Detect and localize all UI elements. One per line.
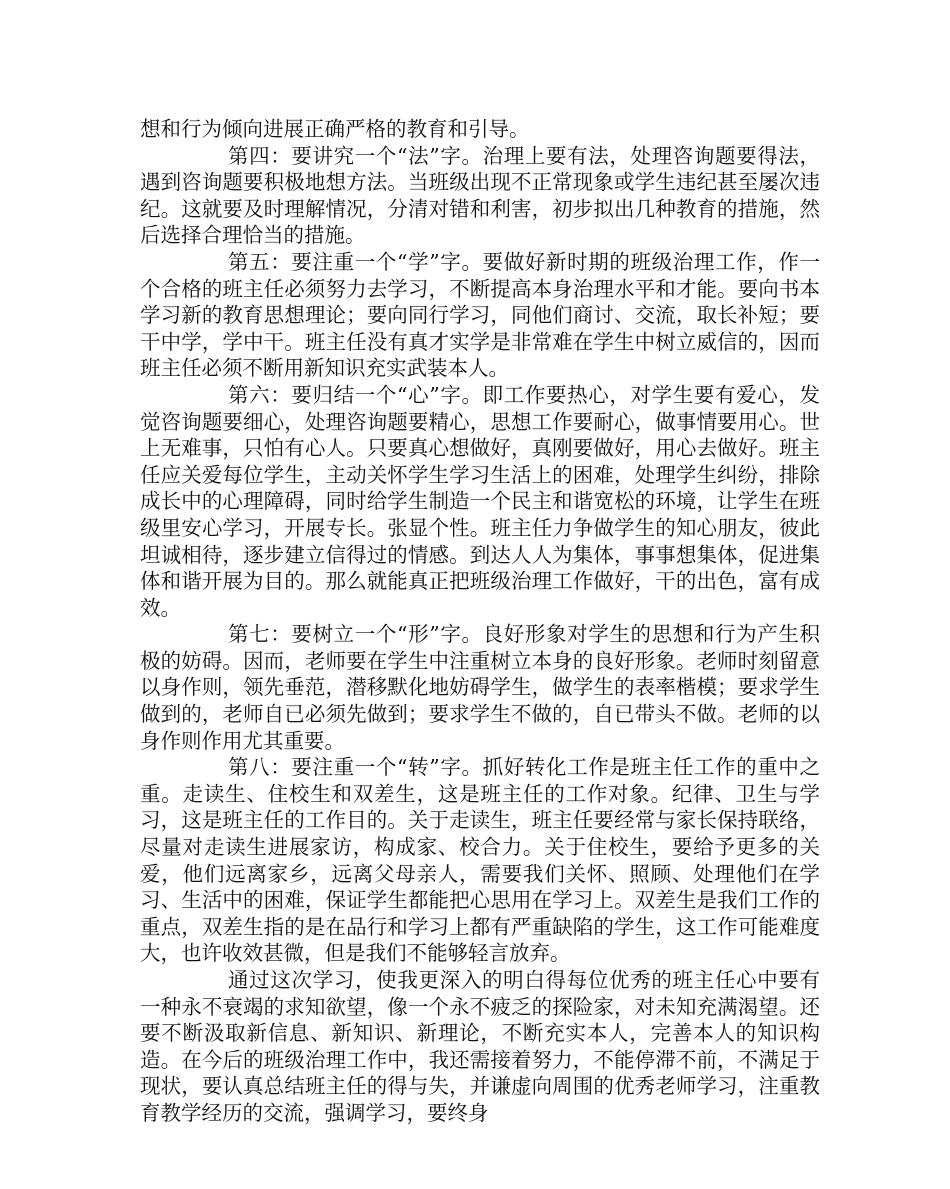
paragraph-point-four: 第四：要讲究一个“法”字。治理上要有法，处理咨询题要得法，遇到咨询题要积极地想方法。当班级出现不正常现象或学生违纪甚至屡次违纪。这就要及时理解情况，分清对错和利害，初步拟出几种教育的措施，然后选择合理恰当的措施。: [140, 143, 820, 248]
paragraph-continuation: 想和行为倾向进展正确严格的教育和引导。: [140, 117, 530, 141]
paragraph-point-five: 第五：要注重一个“学”字。要做好新时期的班级治理工作，作一个合格的班主任必须努力去学习，不断提高本身治理水平和才能。要向书本学习新的教育思想理论；要向同行学习，同他们商讨、交流，取长补短；要干中学，学中干。班主任没有真才实学是非常难在学生中树立威信的，因而班主任必须不断用新知识充实武装本人。: [140, 249, 820, 381]
paragraph-point-eight: 第八：要注重一个“转”字。抓好转化工作是班主任工作的重中之重。走读生、住校生和双差生，这是班主任的工作对象。纪律、卫生与学习，这是班主任的工作目的。关于走读生，班主任要经常与家长保持联络，尽量对走读生进展家访，构成家、校合力。关于住校生，要给予更多的关爱，他们远离家乡，远离父母亲人，需要我们关怀、照顾、处理他们在学习、生活中的困难，保证学生都能把心思用在学习上。双差生是我们工作的重点，双差生指的是在品行和学习上都有严重缺陷的学生，这工作可能难度大，也许收效甚微，但是我们不能够轻言放弃。: [140, 755, 820, 966]
paragraph-conclusion: 通过这次学习，使我更深入的明白得每位优秀的班主任心中要有一种永不衰竭的求知欲望，像一个永不疲乏的探险家，对未知充满渴望。还要不断汲取新信息、新知识、新理论，不断充实本人，完善本人的知识构造。在今后的班级治理工作中，我还需接着努力，不能停滞不前，不满足于现状，要认真总结班主任的得与失，并谦虚向周围的优秀老师学习，注重教育教学经历的交流，强调学习，要终身: [140, 968, 820, 1125]
paragraph-point-six: 第六：要归结一个“心”字。即工作要热心，对学生要有爱心，发觉咨询题要细心，处理咨询题要精心，思想工作要耐心，做事情要用心。世上无难事，只怕有心人。只要真心想做好，真刚要做好，用心去做好。班主任应关爱每位学生，主动关怀学生学习生活上的困难，处理学生纠纷，排除成长中的心理障碍，同时给学生制造一个民主和谐宽松的环境，让学生在班级里安心学习，开展专长。张显个性。班主任力争做学生的知心朋友，彼此坦诚相待，逐步建立信得过的情感。到达人人为集体，事事想集体，促进集体和谐开展为目的。那么就能真正把班级治理工作做好，干的出色，富有成效。: [140, 382, 820, 620]
body-text: [140, 116, 820, 1127]
paragraph-point-seven: 第七：要树立一个“形”字。良好形象对学生的思想和行为产生积极的妨碍。因而，老师要在学生中注重树立本身的良好形象。老师时刻留意以身作则，领先垂范，潜移默化地妨碍学生，做学生的表率楷模；要求学生做到的，老师自已必须先做到；要求学生不做的，自已带头不做。老师的以身作则作用尤其重要。: [140, 622, 820, 753]
